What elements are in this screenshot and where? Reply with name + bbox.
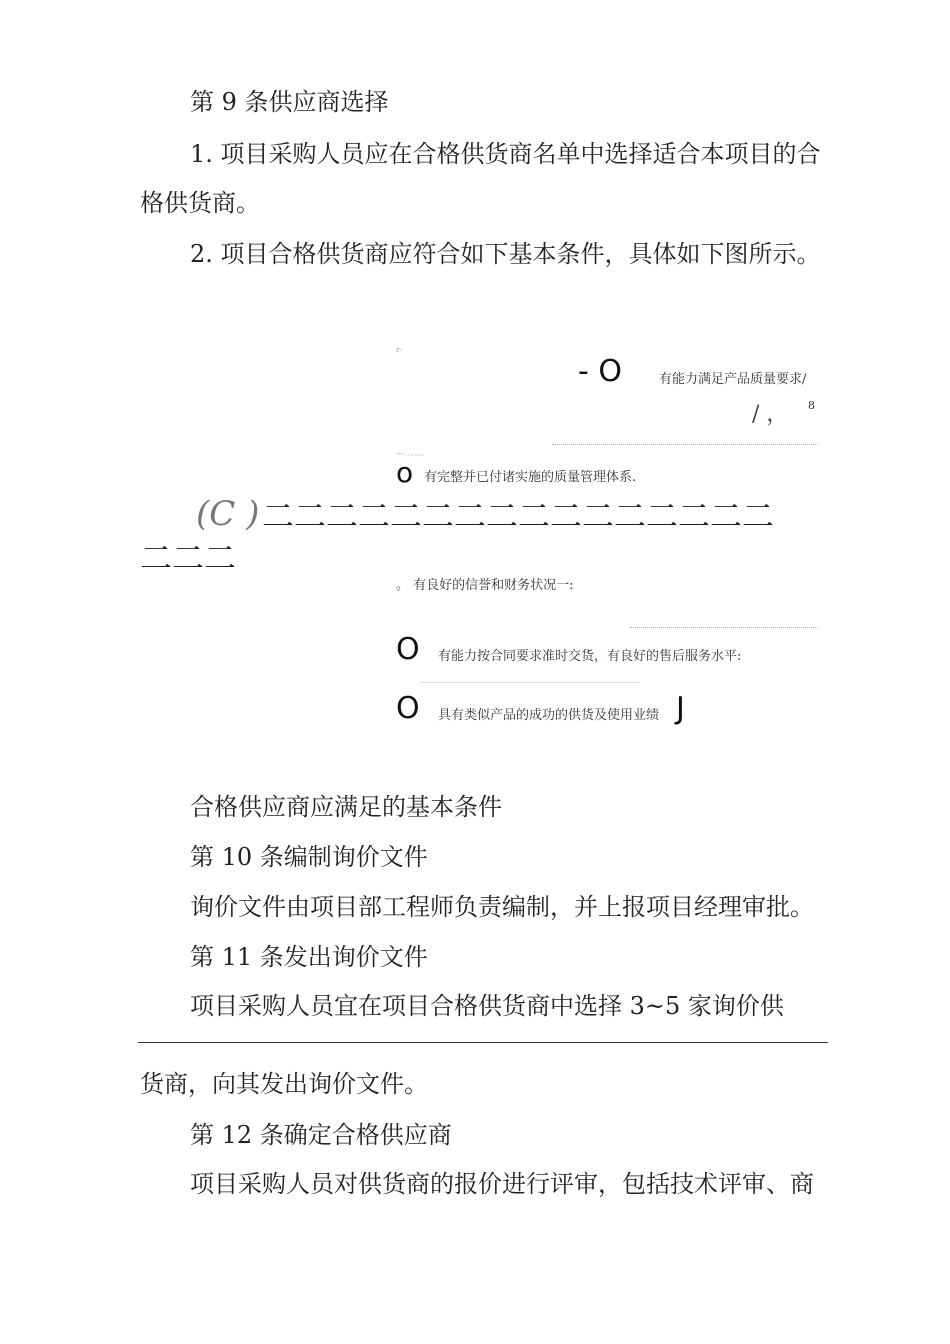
diagram-bullet-1-text: 有能力满足产品质量要求/ xyxy=(659,372,807,387)
article-11-body-line-1: 项目采购人员宜在项目合格供货商中选择 3~5 家询价供 xyxy=(190,992,784,1020)
article-9-item-1-line-2: 格供货商。 xyxy=(140,189,260,217)
article-9-title: 第 9 条供应商选择 xyxy=(190,88,389,116)
article-9-item-2: 2. 项目合格供货商应符合如下基本条件，具体如下图所示。 xyxy=(190,240,821,268)
article-11-title: 第 11 条发出询价文件 xyxy=(190,943,428,971)
diagram-slash-mark: / ， xyxy=(752,402,789,427)
diagram-dash-row-1: 二二二二二二二二二二二二二二二二 xyxy=(262,497,775,535)
article-9-item-1-line-1: 1. 项目采购人员应在合格供货商名单中选择适合本项目的合 xyxy=(190,140,821,168)
diagram-dotted-rule-2 xyxy=(630,627,818,628)
diagram-bullet-2-mark: o xyxy=(396,456,414,489)
diagram-tiny-mark: r- xyxy=(396,346,402,354)
article-12-body-line-1: 项目采购人员对供货商的报价进行评审，包括技术评审、商 xyxy=(190,1170,814,1198)
diagram-superscript: 8 xyxy=(808,399,815,412)
diagram-caption: 合格供应商应满足的基本条件 xyxy=(190,793,502,821)
article-10-title: 第 10 条编制询价文件 xyxy=(190,843,428,871)
article-11-body-line-2: 货商，向其发出询价文件。 xyxy=(140,1070,428,1098)
diagram-tiny-left: —. 。。。。。 xyxy=(396,449,429,457)
diagram-bullet-4-text: 有能力按合同要求准时交货，有良好的售后服务水平: xyxy=(438,649,742,664)
diagram-dotted-rule-1 xyxy=(552,444,818,445)
diagram-brace-mark: (C ) xyxy=(196,494,260,534)
diagram-bullet-4-mark: O xyxy=(396,632,420,667)
diagram-bullet-3-text: 。 有良好的信誉和财务状况一: xyxy=(396,578,574,593)
diagram-bullet-2-text: 有完整并已付诸实施的质量管理体系. xyxy=(424,470,637,485)
diagram-dash-row-2: 二二二 xyxy=(140,539,237,577)
page-divider xyxy=(138,1042,828,1043)
diagram-bullet-5-end-mark: J xyxy=(676,691,685,726)
diagram-bullet-5-text: 具有类似产品的成功的供货及使用业绩 xyxy=(438,708,660,723)
diagram-bullet-1-mark: - O xyxy=(578,354,622,389)
diagram-dotted-rule-3 xyxy=(420,682,640,683)
article-12-title: 第 12 条确定合格供应商 xyxy=(190,1121,452,1149)
article-10-body: 询价文件由项目部工程师负责编制，并上报项目经理审批。 xyxy=(190,893,814,921)
diagram-bullet-5-mark: O xyxy=(396,691,420,726)
